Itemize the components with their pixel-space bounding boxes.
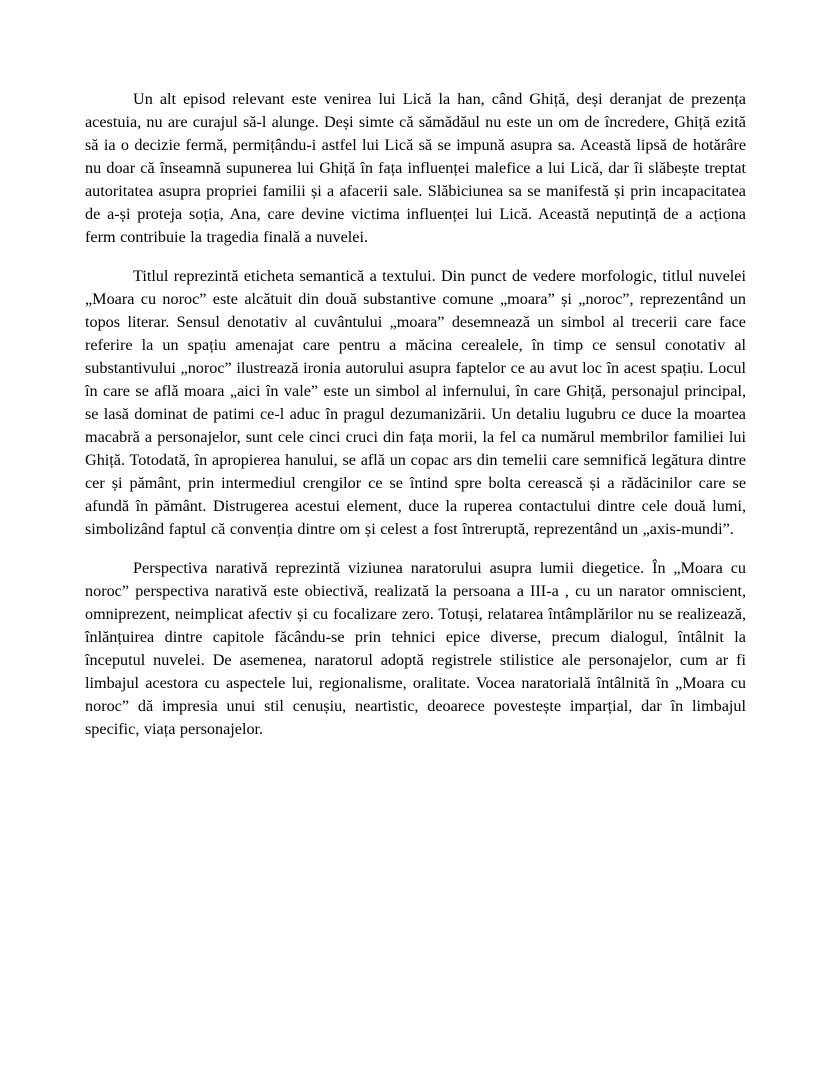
document-body	[85, 88, 746, 741]
paragraph-narrative-perspective: Perspectiva narativă reprezintă viziunea naratorului asupra lumii diegetice. În „Moara cu noroc” perspectiva narativă este obiectivă, realizată la persoana a III-a , cu un narator omniscient, omniprezent, neimplicat afectiv și cu focalizare zero. Totuși, relatarea întâmplărilor nu se realizează, înlănțuirea dintre capitole făcându-se prin tehnici epice diverse, precum dialogul, întâlnit la începutul nuvelei. De asemenea, naratorul adoptă registrele stilistice ale personajelor, cum ar fi limbajul acestora cu aspectele lui, regionalisme, oralitate. Vocea naratorială întâlnită în „Moara cu noroc” dă impresia unui stil cenușiu, neartistic, deoarece povestește imparțial, dar în limbajul specific, viața personajelor.	[85, 559, 746, 738]
paragraph-episode-lica: Un alt episod relevant este venirea lui Lică la han, când Ghiță, deși deranjat de prezența acestuia, nu are curajul să-l alunge. Deși simte că sămădăul nu este un om de încredere, Ghiță ezită să ia o decizie fermă, permițându-i astfel lui Lică să se impună asupra sa. Această lipsă de hotărâre nu doar că înseamnă supunerea lui Ghiță în fața influenței malefice a lui Lică, dar îi slăbește treptat autoritatea asupra propriei familii și a afacerii sale. Slăbiciunea sa se manifestă și prin incapacitatea de a-și proteja soția, Ana, care devine victima influenței lui Lică. Această neputință de a acționa ferm contribuie la tragedia finală a nuvelei.	[85, 90, 746, 246]
paragraph-title-analysis: Titlul reprezintă eticheta semantică a textului. Din punct de vedere morfologic, titlul nuvelei „Moara cu noroc” este alcătuit din două substantive comune „moara” și „noroc”, reprezentând un topos literar. Sensul denotativ al cuvântului „moara” desemnează un simbol al trecerii care face referire la un spațiu amenajat care pentru a măcina cerealele, în timp ce sensul conotativ al substantivului „noroc” ilustrează ironia autorului asupra faptelor ce au avut loc în acest spațiu. Locul în care se află moara „aici în vale” este un simbol al infernului, în care Ghiță, personajul principal, se lasă dominat de patimi ce-l aduc în pragul dezumanizării. Un detaliu lugubru ce duce la moartea macabră a personajelor, sunt cele cinci cruci din fața morii, la fel ca numărul membrilor familiei lui Ghiță. Totodată, în apropierea hanului, se află un copac ars din temelii care semnifică legătura dintre cer și pământ, prin intermediul crengilor ce se întind spre bolta cerească și a rădăcinilor care se afundă în pământ. Distrugerea acestui element, duce la ruperea contactului dintre cele două lumi, simbolizând faptul că convenția dintre om și celest a fost întreruptă, reprezentând un „axis-mundi”.	[85, 267, 746, 538]
